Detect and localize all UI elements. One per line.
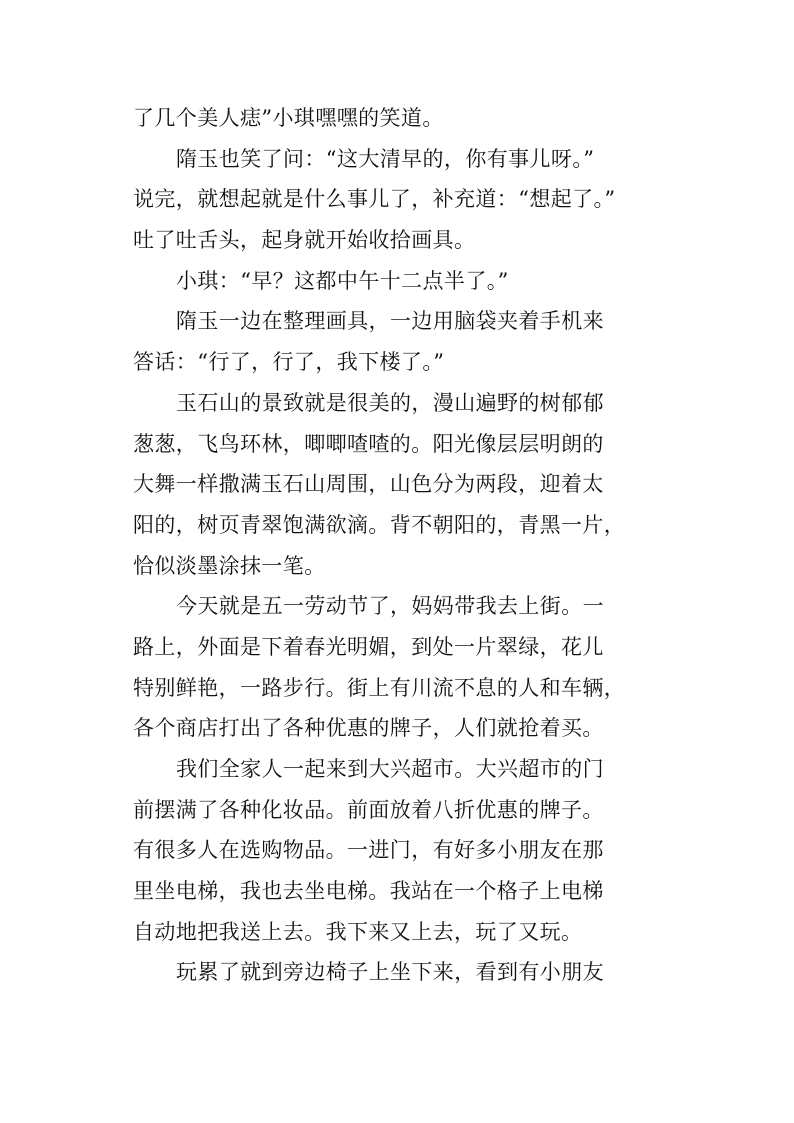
text-line: 自动地把我送上去。我下来又上去，玩了又玩。 (133, 919, 583, 944)
document-body (133, 98, 673, 993)
text-line: 阳的，树页青翠饱满欲滴。背不朝阳的，青黑一片， (133, 512, 626, 537)
text-line: 隋玉也笑了问：“这大清早的，你有事儿呀。” (176, 146, 595, 171)
text-line: 葱葱，飞鸟环林，唧唧喳喳的。阳光像层层明朗的 (133, 431, 604, 456)
text-line: 玉石山的景致就是很美的，漫山遍野的树郁郁 (176, 390, 604, 415)
text-line: 了几个美人痣”小琪嘿嘿的笑道。 (133, 106, 444, 130)
text-line: 前摆满了各种化妆品。前面放着八折优惠的牌子。 (133, 797, 604, 822)
text-line: 吐了吐舌头，起身就开始收拾画具。 (133, 228, 476, 253)
text-line: 大舞一样撒满玉石山周围，山色分为两段，迎着太 (133, 472, 604, 497)
text-line: 小琪：“早？这都中午十二点半了。” (176, 268, 509, 293)
text-line: 我们全家人一起来到大兴超市。大兴超市的门 (176, 757, 604, 781)
text-line: 说完，就想起就是什么事儿了，补充道：“想起了。” (133, 187, 616, 212)
text-line: 恰似淡墨涂抹一笔。 (133, 553, 326, 578)
text-line: 答话：“行了，行了，我下楼了。” (133, 350, 445, 375)
text-line: 有很多人在选购物品。一进门，有好多小朋友在那 (133, 838, 604, 863)
text-line: 隋玉一边在整理画具，一边用脑袋夹着手机来 (176, 309, 604, 334)
text-line: 特别鲜艳，一路步行。街上有川流不息的人和车辆， (133, 675, 626, 700)
text-line: 各个商店打出了各种优惠的牌子，人们就抢着买。 (133, 716, 604, 741)
text-line: 今天就是五一劳动节了，妈妈带我去上街。一 (176, 594, 604, 619)
text-line: 路上，外面是下着春光明媚，到处一片翠绿，花儿 (133, 634, 604, 659)
text-line: 里坐电梯，我也去坐电梯。我站在一个格子上电梯 (133, 879, 604, 904)
text-line: 玩累了就到旁边椅子上坐下来，看到有小朋友 (176, 960, 604, 985)
